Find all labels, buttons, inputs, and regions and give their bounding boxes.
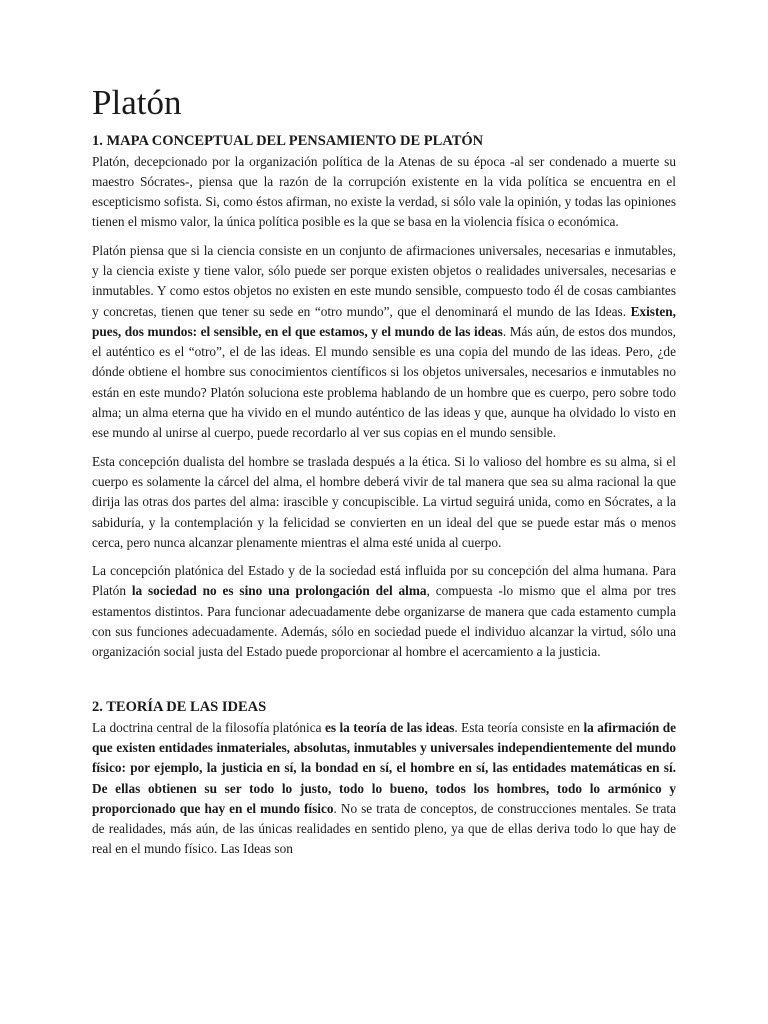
text-segment: . No se trata de conceptos, de construcciones mentales. Se trata de realidades, más aún, de las únicas realidades en sentido pleno, ya que de ellas deriva todo lo que hay de real en el mundo físico. Las Ideas son	[92, 800, 676, 857]
section-1	[92, 131, 676, 663]
text-segment: La concepción platónica del Estado y de la sociedad está influida por su concepción del alma humana. Para Platón	[92, 563, 676, 599]
text-segment: Esta concepción dualista del hombre se traslada después a la ética. Si lo valioso del hombre es su alma, si el cuerpo es solamente la cárcel del alma, el hombre deberá vivir de tal manera que sea su alma racional la que dirija las otras dos partes del alma: irascible y concupiscible. La virtud seguirá unida, como en Sócrates, a la sabiduría, y la contemplación y la felicidad se convierten en un ideal del que se puede estar más o menos cerca, pero nunca alcanzar plenamente mientras el alma esté unida al cuerpo.	[92, 453, 676, 550]
section-heading: 1. MAPA CONCEPTUAL DEL PENSAMIENTO DE PLATÓN	[92, 132, 484, 149]
text-segment: . Esta teoría consiste en	[454, 719, 584, 735]
bold-text-segment: Existen, pues, dos mundos: el sensible, en el que estamos, y el mundo de las ideas	[92, 303, 676, 339]
paragraph	[92, 152, 676, 233]
bold-text-segment: es la teoría de las ideas	[324, 719, 455, 735]
document-title: Platón	[92, 83, 182, 122]
paragraph	[92, 452, 676, 553]
paragraph	[92, 241, 676, 444]
paragraph	[92, 718, 676, 860]
bold-text-segment: la sociedad no es sino una prolongación del alma	[131, 583, 427, 599]
paragraph	[92, 561, 676, 662]
section-heading: 2. TEORÍA DE LAS IDEAS	[92, 698, 267, 715]
text-segment: . Más aún, de estos dos mundos, el auténtico es el “otro”, el de las ideas. El mundo sensible es una copia del mundo de las ideas. Pero, ¿de dónde obtiene el hombre sus conocimientos científicos si los objetos universales, necesarios e inmutables no están en este mundo? Platón soluciona este problema hablando de un hombre que es cuerpo, pero sobre todo alma; un alma eterna que ha vivido en el mundo auténtico de las ideas y que, aunque ha olvidado lo visto en ese mundo al unirse al cuerpo, puede recordarlo al ver sus copias en el mundo sensible.	[92, 323, 676, 441]
text-segment: Platón, decepcionado por la organización política de la Atenas de su época -al ser condenado a muerte su maestro Sócrates-, piensa que la razón de la corrupción existente en la vida política se encuentra en el escepticismo sofista. Si, como éstos afirman, no existe la verdad, si sólo vale la opinión, y todas las opiniones tienen el mismo valor, la única política posible es la que se basa en la violencia física o económica.	[92, 153, 676, 230]
text-segment: Platón piensa que si la ciencia consiste en un conjunto de afirmaciones universales, necesarias e inmutables, y la ciencia existe y tiene valor, sólo puede ser porque existen objetos o realidades universales, necesarias e inmutables. Y como estos objetos no existen en este mundo sensible, compuesto todo él de cosas cambiantes y concretas, tienen que tener su sede en “otro mundo”, que el denominará el mundo de las Ideas.	[92, 242, 676, 319]
text-segment: La doctrina central de la filosofía platónica	[92, 719, 325, 735]
bold-text-segment: la afirmación de que existen entidades inmateriales, absolutas, inmutables y universales independientemente del mundo físico: por ejemplo, la justicia en sí, la bondad en sí, el hombre en sí, las entidades matemáticas en sí. De ellas obtienen su ser todo lo justo, todo lo bueno, todos los hombres, todo lo armónico y proporcionado que hay en el mundo físico	[92, 719, 676, 816]
text-segment: , compuesta -lo mismo que el alma por tres estamentos distintos. Para funcionar adecuadamente debe organizarse de manera que cada estamento cumpla con sus funciones adecuadamente. Además, sólo en sociedad puede el individuo alcanzar la virtud, sólo una organización social justa del Estado puede proporcionar al hombre el acercamiento a la justicia.	[92, 583, 676, 660]
section-2	[92, 697, 676, 860]
